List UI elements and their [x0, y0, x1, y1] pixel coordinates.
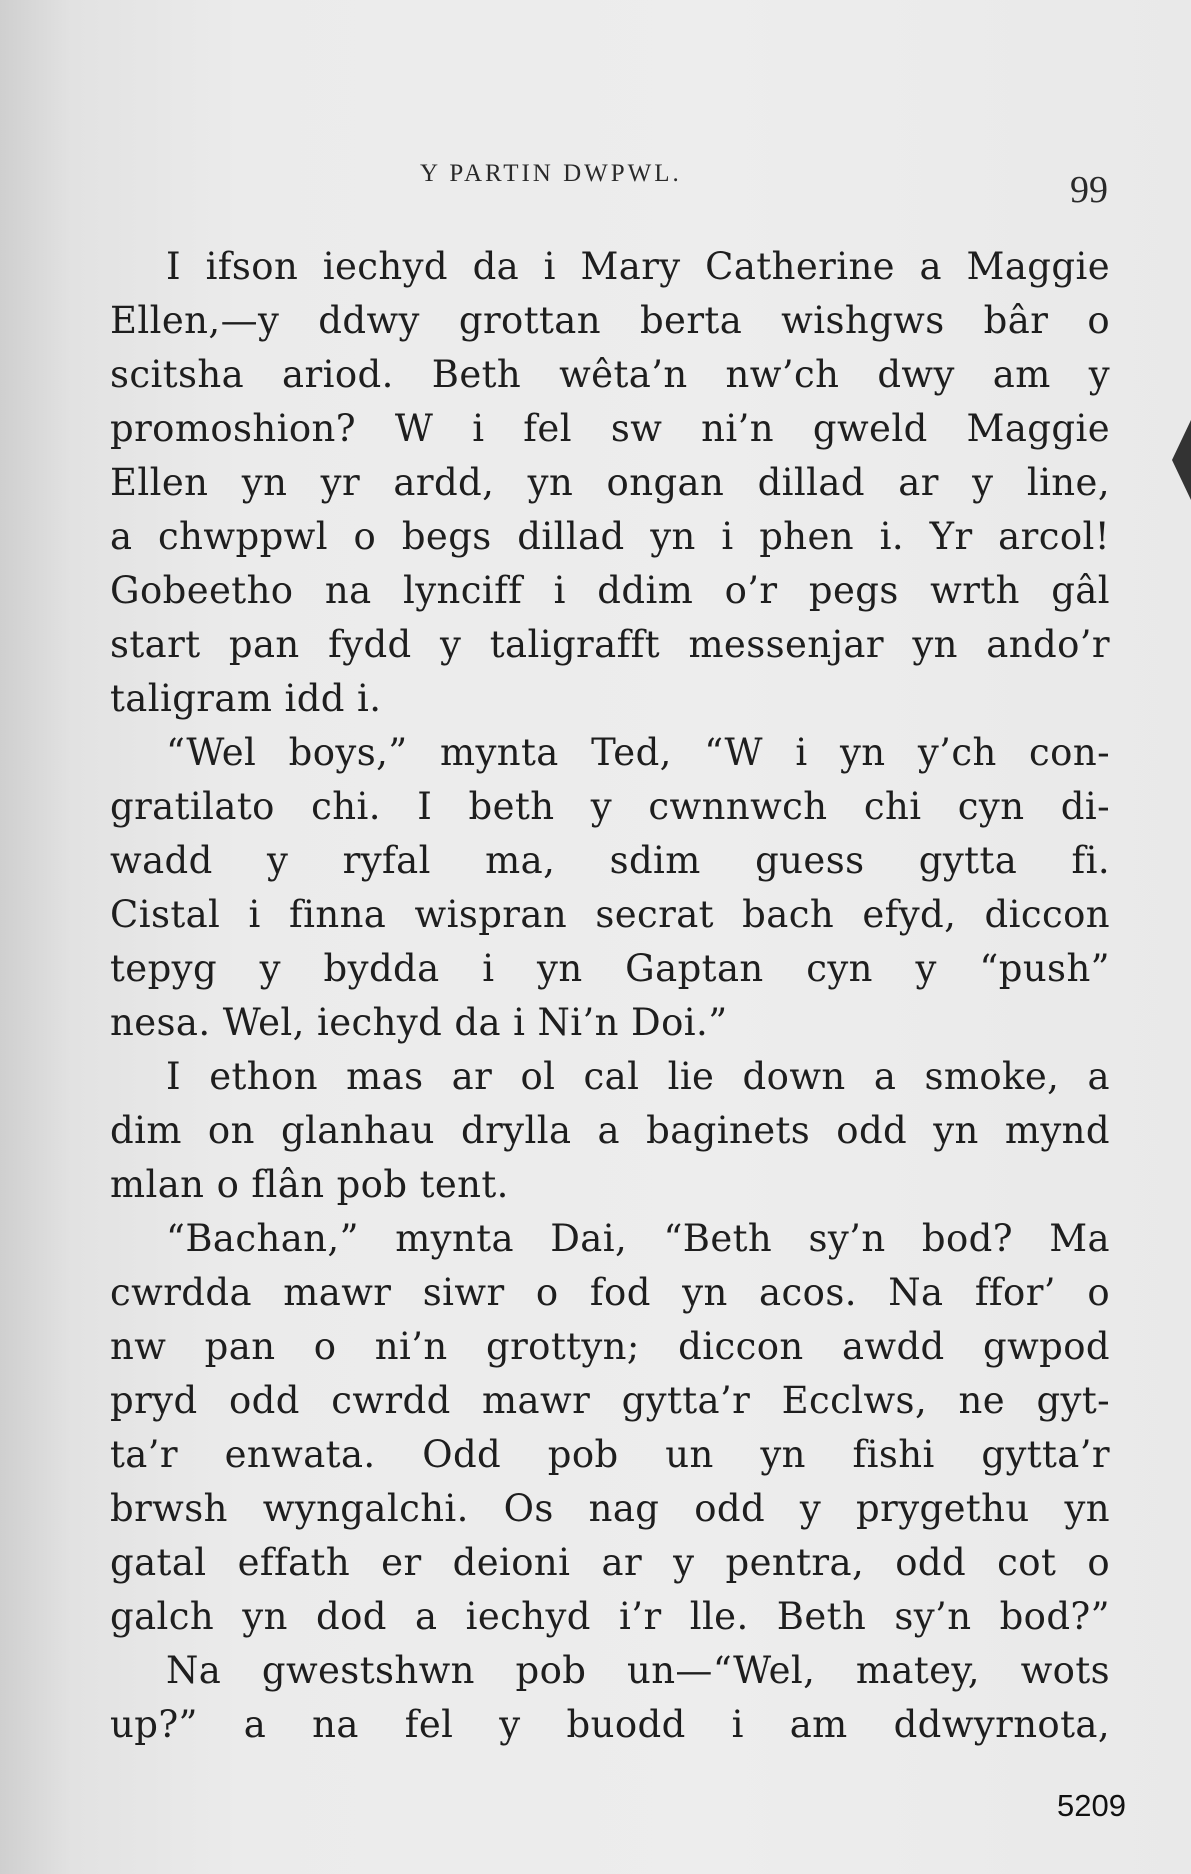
- body-text: [110, 240, 1110, 1752]
- text-line: brwsh wyngalchi. Os nag odd y prygethu yn: [110, 1487, 1110, 1530]
- page-number: 99: [1070, 169, 1108, 211]
- text-line: Ellen,—y ddwy grottan berta wishgws bâr o: [110, 299, 1110, 342]
- archive-number: 5209: [1057, 1788, 1126, 1823]
- text-line: gatal effath er deioni ar y pentra, odd cot o: [110, 1541, 1110, 1584]
- text-line: a chwppwl o begs dillad yn i phen i. Yr arcol!: [110, 515, 1110, 558]
- text-line: I ethon mas ar ol cal lie down a smoke, a: [166, 1055, 1110, 1098]
- text-line: taligram idd i.: [110, 677, 382, 720]
- text-line: Ellen yn yr ardd, yn ongan dillad ar y line,: [110, 461, 1110, 504]
- text-line: pryd odd cwrdd mawr gytta’r Ecclws, ne gyt-: [110, 1379, 1110, 1422]
- text-line: ta’r enwata. Odd pob un yn fishi gytta’r: [110, 1433, 1110, 1476]
- text-line: nesa. Wel, iechyd da i Ni’n Doi.”: [110, 1001, 728, 1044]
- text-line: Na gwestshwn pob un—“Wel, matey, wots: [166, 1649, 1110, 1692]
- text-line: “Bachan,” mynta Dai, “Beth sy’n bod? Ma: [166, 1217, 1110, 1260]
- text-line: tepyg y bydda i yn Gaptan cyn y “push”: [110, 947, 1110, 990]
- text-line: Gobeetho na lynciff i ddim o’r pegs wrth gâl: [110, 569, 1110, 612]
- text-line: galch yn dod a iechyd i’r lle. Beth sy’n bod?”: [110, 1595, 1110, 1638]
- text-line: dim on glanhau drylla a baginets odd yn mynd: [110, 1109, 1110, 1152]
- page-edge-mark: [1172, 420, 1191, 500]
- text-line: nw pan o ni’n grottyn; diccon awdd gwpod: [110, 1325, 1110, 1368]
- text-line: gratilato chi. I beth y cwnnwch chi cyn di-: [110, 785, 1110, 828]
- text-line: mlan o flân pob tent.: [110, 1163, 509, 1206]
- text-line: promoshion? W i fel sw ni’n gweld Maggie: [110, 407, 1110, 450]
- text-line: start pan fydd y taligrafft messenjar yn ando’r: [110, 623, 1110, 666]
- text-line: scitsha ariod. Beth wêta’n nw’ch dwy am y: [110, 353, 1110, 396]
- text-line: Cistal i finna wispran secrat bach efyd, diccon: [110, 893, 1110, 936]
- text-line: cwrdda mawr siwr o fod yn acos. Na ffor’ o: [110, 1271, 1110, 1314]
- text-line: wadd y ryfal ma, sdim guess gytta fi.: [110, 839, 1110, 882]
- text-line: “Wel boys,” mynta Ted, “W i yn y’ch con-: [166, 731, 1110, 774]
- running-title: Y PARTIN DWPWL.: [420, 160, 682, 187]
- text-line: up?” a na fel y buodd i am ddwyrnota,: [110, 1703, 1110, 1746]
- text-line: I ifson iechyd da i Mary Catherine a Maggie: [166, 245, 1110, 288]
